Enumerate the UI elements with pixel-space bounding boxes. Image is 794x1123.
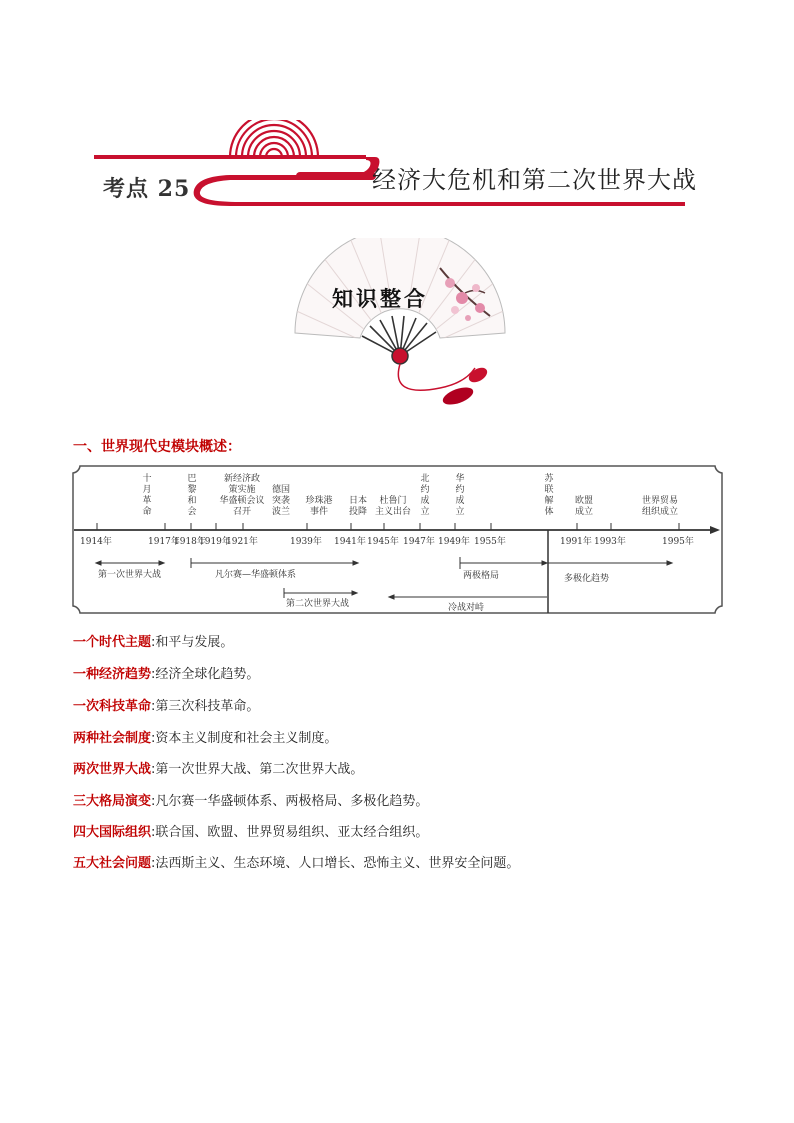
modern-history-timeline bbox=[70, 463, 725, 618]
period-label: 第一次世界大战 bbox=[98, 570, 162, 580]
summary-value: :凡尔赛一华盛顿体系、两极格局、多极化趋势。 bbox=[151, 794, 429, 809]
timeline-event-label: 世界贸易组织成立 bbox=[641, 496, 679, 517]
timeline-event-label: 欧盟成立 bbox=[574, 496, 594, 517]
summary-line bbox=[73, 821, 428, 840]
timeline-year-label: 1947年 bbox=[403, 537, 435, 547]
summary-line bbox=[73, 790, 428, 809]
timeline-year-label: 1945年 bbox=[367, 537, 399, 547]
timeline-year-label: 1918年 bbox=[174, 537, 206, 547]
period-label: 第二次世界大战 bbox=[286, 599, 350, 609]
section-heading: 一、世界现代史模块概述： bbox=[73, 439, 241, 455]
summary-line bbox=[73, 758, 363, 777]
summary-value: :和平与发展。 bbox=[151, 635, 234, 650]
summary-key: 三大格局演变 bbox=[73, 794, 152, 809]
timeline-year-label: 1995年 bbox=[662, 537, 694, 547]
timeline-event-label: 德国突袭波兰 bbox=[271, 485, 291, 517]
summary-key: 一个时代主题 bbox=[73, 635, 152, 650]
summary-key: 五大社会问题 bbox=[73, 856, 152, 871]
timeline-year-label: 1917年 bbox=[148, 537, 180, 547]
summary-line bbox=[73, 631, 233, 650]
timeline-year-label: 1919年 bbox=[199, 537, 231, 547]
summary-key: 两次世界大战 bbox=[73, 762, 152, 777]
tassel bbox=[466, 365, 489, 385]
summary-key: 一种经济趋势 bbox=[73, 667, 152, 682]
summary-line bbox=[73, 695, 259, 714]
period-label: 凡尔赛—华盛顿体系 bbox=[215, 570, 297, 580]
timeline-year-label: 1991年 bbox=[560, 537, 592, 547]
timeline-event-label: 十月革命 bbox=[142, 474, 152, 517]
summary-key: 一次科技革命 bbox=[73, 699, 152, 714]
concentric-arc-ornament bbox=[230, 120, 318, 157]
summary-value: :法西斯主义、生态环境、人口增长、恐怖主义、世界安全问题。 bbox=[151, 856, 520, 871]
timeline-event-label: 北约成立 bbox=[420, 474, 430, 517]
timeline-event-label: 巴黎和会 bbox=[187, 474, 197, 517]
timeline-year-label: 1949年 bbox=[438, 537, 470, 547]
timeline-event-label: 苏联解体 bbox=[544, 474, 554, 517]
timeline-year-label: 1993年 bbox=[594, 537, 626, 547]
summary-line bbox=[73, 852, 519, 871]
timeline-year-label: 1941年 bbox=[334, 537, 366, 547]
fan-pivot bbox=[392, 348, 408, 364]
timeline-year-label: 1939年 bbox=[290, 537, 322, 547]
period-label: 两极格局 bbox=[463, 571, 500, 581]
summary-value: :经济全球化趋势。 bbox=[151, 667, 260, 682]
summary-key: 四大国际组织 bbox=[73, 825, 152, 840]
summary-value: :第三次科技革命。 bbox=[151, 699, 260, 714]
timeline-event-label: 新经济政策实施华盛顿会议召开 bbox=[219, 474, 265, 517]
summary-value: :联合国、欧盟、世界贸易组织、亚太经合组织。 bbox=[151, 825, 429, 840]
topic-number: 考点 25 bbox=[103, 176, 191, 202]
fan-illustration bbox=[290, 238, 510, 413]
timeline-year-label: 1921年 bbox=[226, 537, 258, 547]
timeline-year-label: 1955年 bbox=[474, 537, 506, 547]
summary-key: 两种社会制度 bbox=[73, 731, 152, 746]
period-label: 多极化趋势 bbox=[564, 574, 610, 584]
page-title: 经济大危机和第二次世界大战 bbox=[372, 166, 697, 194]
summary-value: :资本主义制度和社会主义制度。 bbox=[151, 731, 338, 746]
timeline-event-label: 杜鲁门主义出台 bbox=[374, 496, 412, 517]
summary-line bbox=[73, 663, 259, 682]
timeline-event-label: 珍珠港事件 bbox=[305, 496, 333, 517]
timeline-event-label: 华约成立 bbox=[455, 474, 465, 517]
summary-value: :第一次世界大战、第二次世界大战。 bbox=[151, 762, 364, 777]
fan-title: 知识整合 bbox=[332, 286, 428, 311]
period-label: 冷战对峙 bbox=[448, 603, 485, 613]
timeline-event-label: 日本投降 bbox=[348, 496, 368, 517]
ribbon-seal-mark: ✦ bbox=[343, 163, 352, 174]
timeline-year-label: 1914年 bbox=[80, 537, 112, 547]
summary-line bbox=[73, 727, 337, 746]
